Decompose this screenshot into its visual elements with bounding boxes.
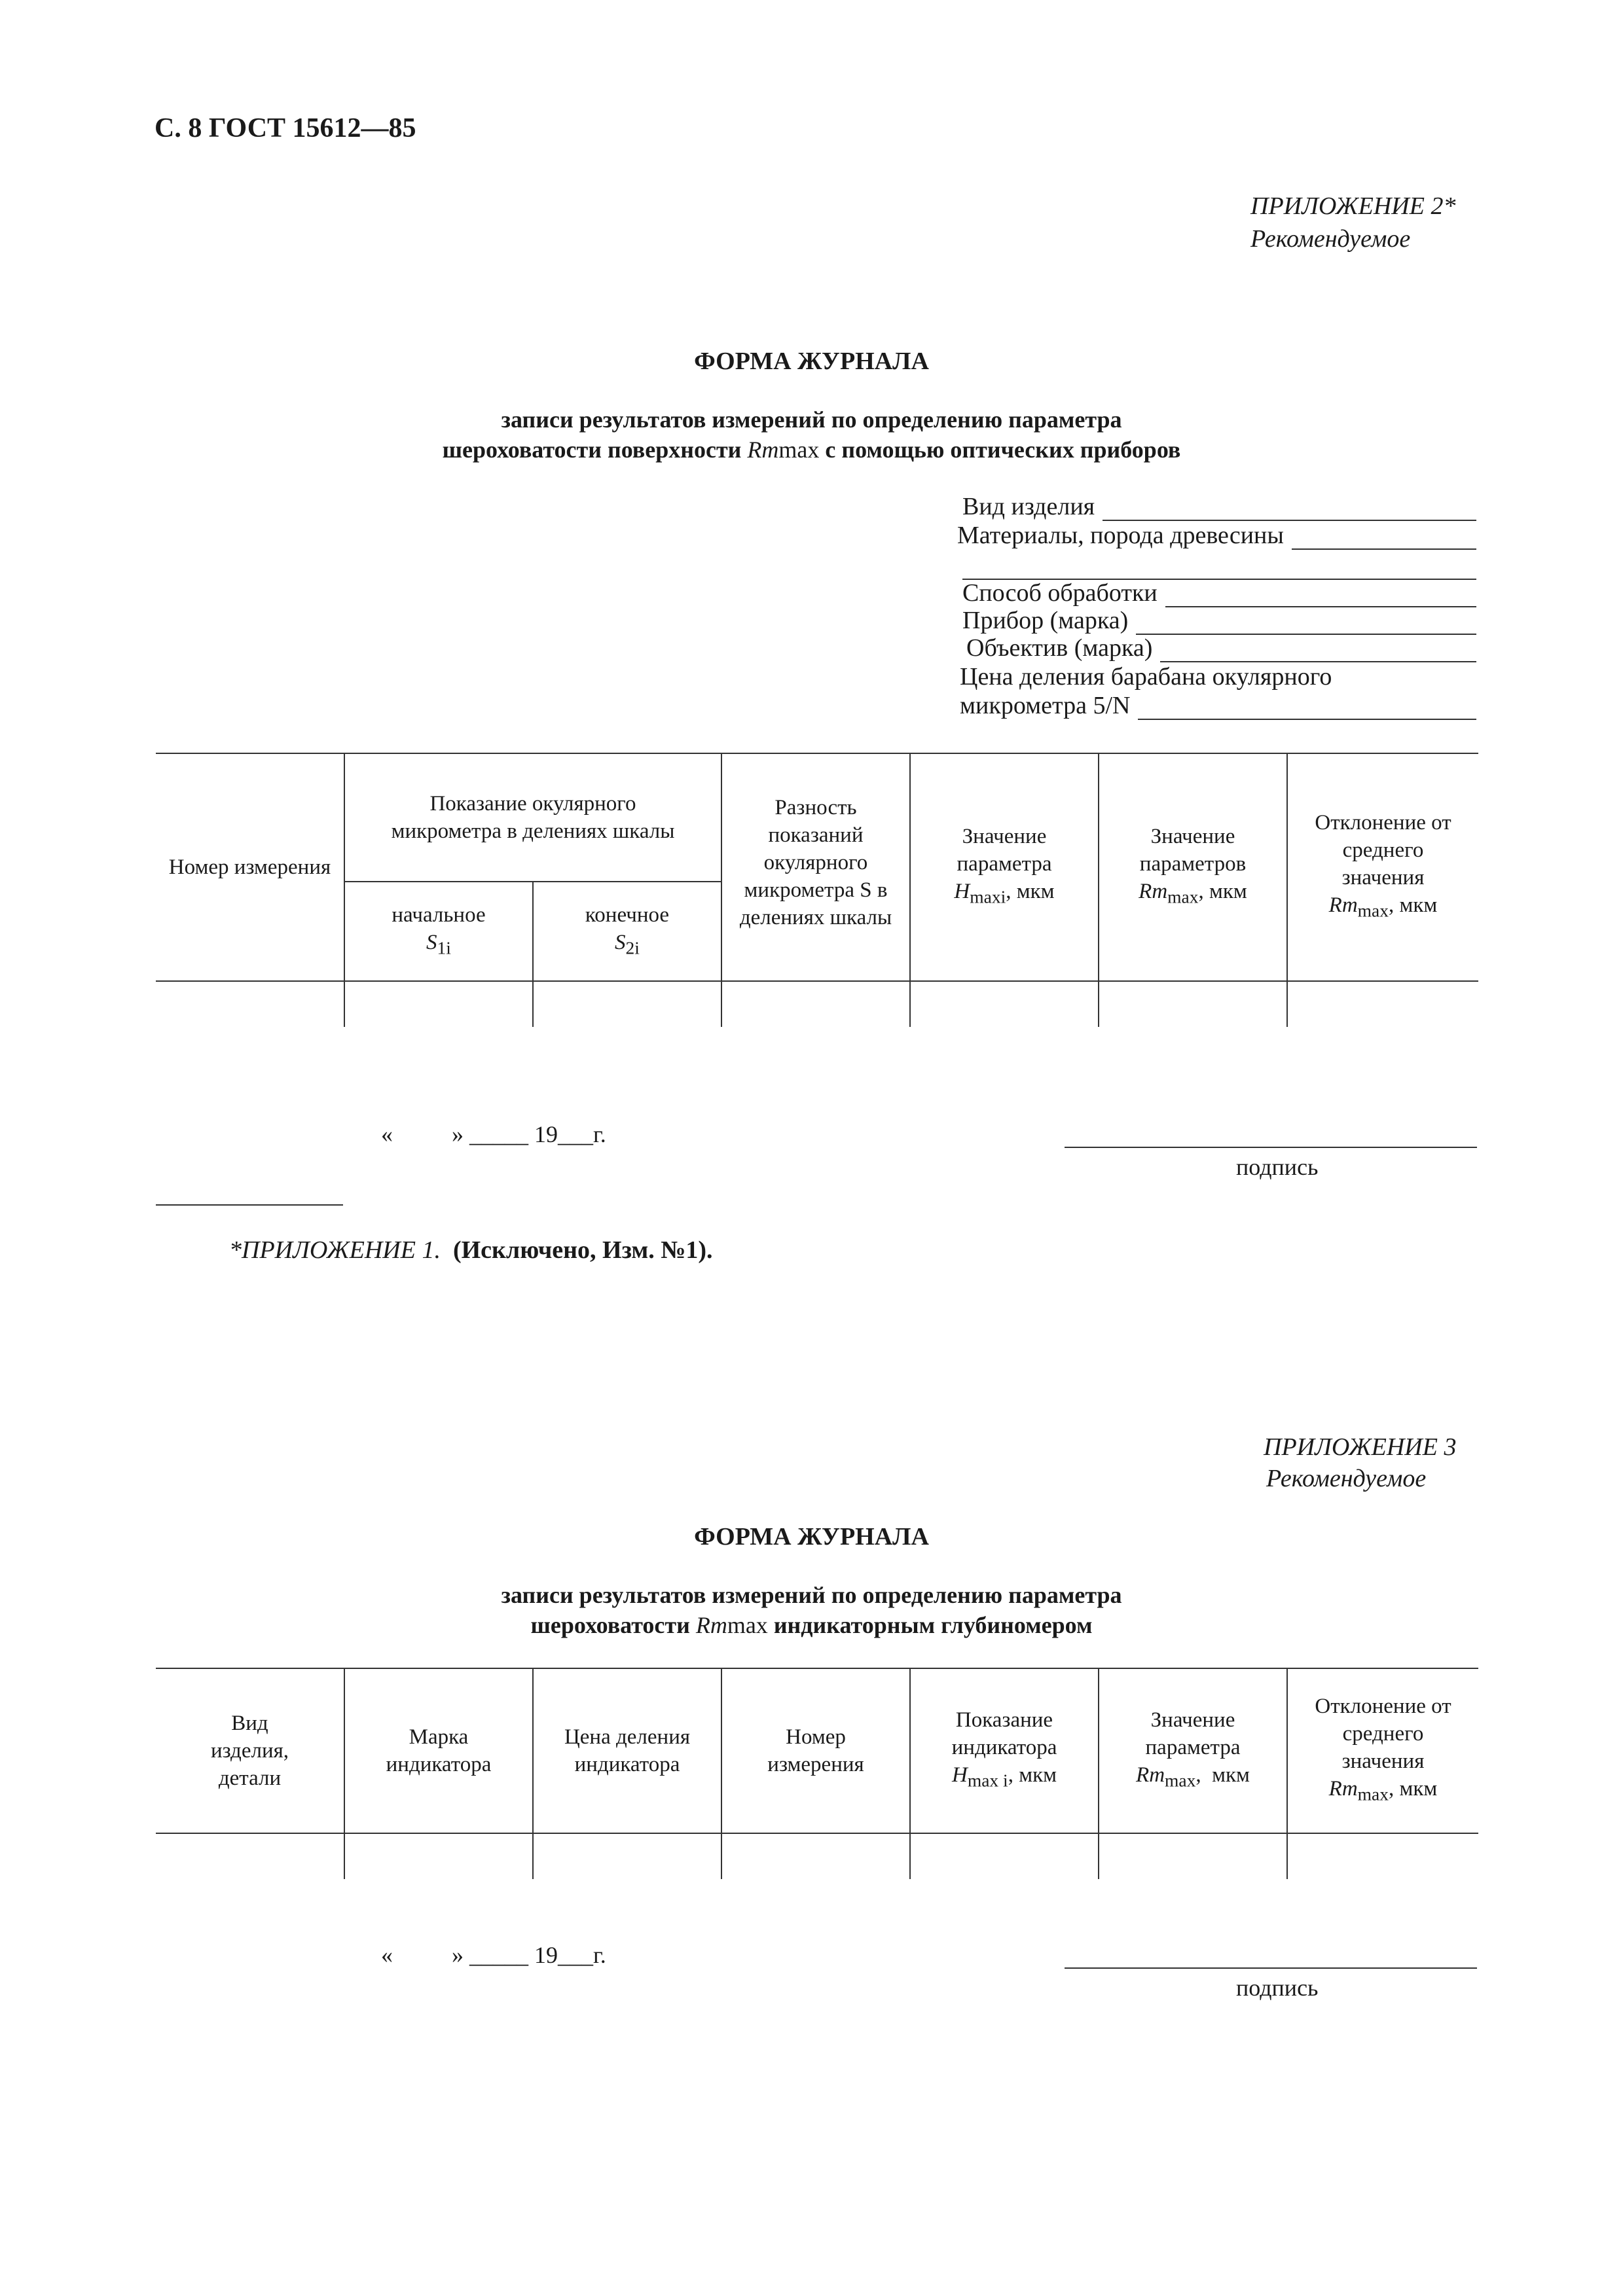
appendix2-title: ФОРМА ЖУРНАЛА [694,348,929,375]
table1-header-number: Номер измерения [156,753,344,981]
table2-header-product: Вид изделия, детали [156,1668,344,1833]
appendix3-subtitle-line1: записи результатов измерений по определению параметра [501,1582,1122,1608]
table1-cell[interactable] [721,981,910,1027]
appendix3-subtitle-line2: шероховатости Rmmax индикаторным глубиномером [530,1612,1093,1638]
table2-cell[interactable] [1099,1833,1287,1879]
appendix3-date-line: « » _____ 19___г. [381,1942,606,1968]
field-product: Вид изделия [962,492,1476,521]
table2-header-indicator: Марка индикатора [344,1668,533,1833]
page-header: С. 8 ГОСТ 15612—85 [155,113,416,143]
field-objective: Объектив (марка) [966,634,1476,662]
appendix2-label: ПРИЛОЖЕНИЕ 2* [1250,192,1456,220]
appendix2-subtitle-line2: шероховатости поверхности Rmmax с помощью оптических приборов [442,437,1181,463]
table2-cell[interactable] [910,1833,1099,1879]
table1-header-final: конечное $S_{2i}$ [533,882,721,981]
appendix3-table [156,1668,1478,1879]
table1-cell[interactable] [1099,981,1287,1027]
table2-cell[interactable] [533,1833,721,1879]
field-instrument: Прибор (марка) [962,606,1476,635]
footnote: *ПРИЛОЖЕНИЕ 1. (Исключено, Изм. №1). [229,1236,713,1264]
table1-header-h-value: Значение параметра $H_{maxi}$, мкм [910,753,1099,981]
field-instrument-line[interactable] [1136,614,1476,635]
field-method: Способ обработки [962,579,1476,607]
table2-header-division: Цена деления индикатора [533,1668,721,1833]
appendix2-signature-caption: подпись [1236,1154,1319,1180]
table2-cell[interactable] [721,1833,910,1879]
table2-header-number: Номер измерения [721,1668,910,1833]
table2-empty-row [156,1833,1478,1879]
table1-cell[interactable] [344,981,533,1027]
footnote-rule [156,1204,343,1206]
field-division-line[interactable] [1138,699,1476,720]
table1-header-rm-value: Значение параметров $Rm_{max}$, мкм [1099,753,1287,981]
table1-header-reading: Показание окулярного микрометра в делениях шкалы [344,753,721,882]
appendix2-status: Рекомендуемое [1250,225,1411,253]
table2-header-deviation: Отклонение от среднего значения $Rm_{max}$, мкм [1287,1668,1478,1833]
table1-cell[interactable] [1287,981,1478,1027]
field-division-line1: Цена деления барабана окулярного [960,663,1332,691]
field-division: микрометра 5/N [960,691,1476,720]
table1-cell[interactable] [156,981,344,1027]
appendix2-signature-line[interactable] [1065,1147,1477,1148]
table1-header-initial: начальное $S_{1i}$ [344,882,533,981]
appendix3-signature-line[interactable] [1065,1967,1477,1969]
field-product-line[interactable] [1103,500,1476,521]
appendix3-status: Рекомендуемое [1266,1465,1427,1492]
table2-header-value: Значение параметра $Rm_{max}$, мкм [1099,1668,1287,1833]
table2-header-reading: Показание индикатора $H_{max i}$, мкм [910,1668,1099,1833]
table1-cell[interactable] [533,981,721,1027]
field-objective-line[interactable] [1160,641,1476,662]
table1-header-difference: Разность показаний окулярного микрометра S в делениях шкалы [721,753,910,981]
table1-header-deviation: Отклонение от среднего значения $Rm_{max}$, мкм [1287,753,1478,981]
appendix3-label: ПРИЛОЖЕНИЕ 3 [1264,1433,1457,1461]
appendix2-date-line: « » _____ 19___г. [381,1121,606,1147]
field-materials-line[interactable] [1292,529,1476,550]
appendix3-title: ФОРМА ЖУРНАЛА [694,1523,929,1551]
field-materials: Материалы, порода древесины [957,521,1476,550]
table2-cell[interactable] [344,1833,533,1879]
table1-empty-row [156,981,1478,1027]
table2-cell[interactable] [1287,1833,1478,1879]
field-method-line[interactable] [1165,586,1476,607]
appendix2-table [156,753,1478,1027]
table1-cell[interactable] [910,981,1099,1027]
table2-cell[interactable] [156,1833,344,1879]
appendix2-subtitle-line1: записи результатов измерений по определению параметра [501,406,1122,433]
appendix3-signature-caption: подпись [1236,1975,1319,2001]
